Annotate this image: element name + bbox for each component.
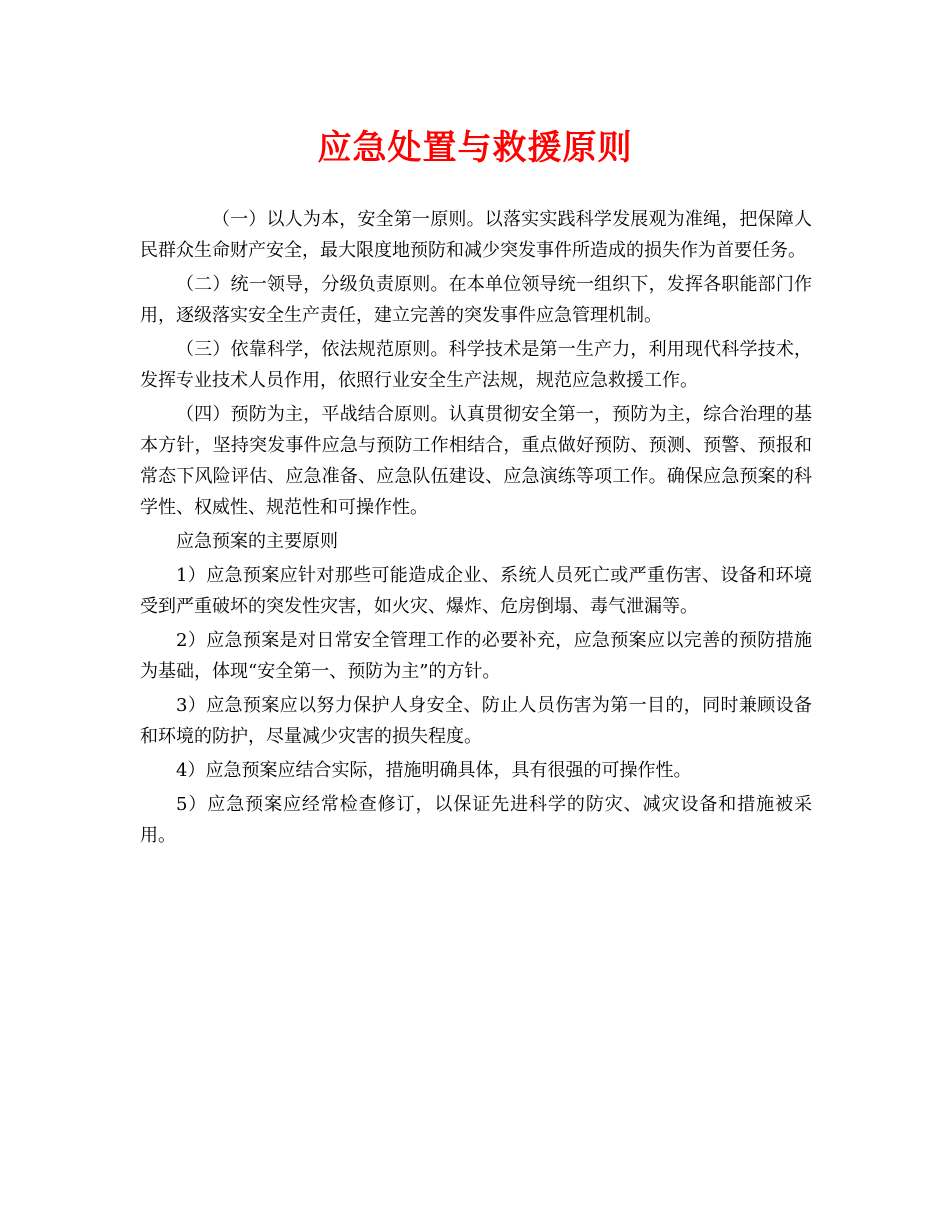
- paragraph-principle-1: （一）以人为本，安全第一原则。以落实实践科学发展观为准绳，把保障人民群众生命财产安全，最大限度地预防和减少突发事件所造成的损失作为首要任务。: [140, 209, 812, 261]
- document-body: [140, 204, 812, 851]
- paragraph-item-5: 5）应急预案应经常检查修订，以保证先进科学的防灾、减灾设备和措施被采用。: [140, 794, 812, 846]
- paragraph-principle-2: （二）统一领导，分级负责原则。在本单位领导统一组织下，发挥各职能部门作用，逐级落实安全生产责任，建立完善的突发事件应急管理机制。: [140, 274, 812, 326]
- paragraph-principle-4: （四）预防为主，平战结合原则。认真贯彻安全第一，预防为主，综合治理的基本方针，坚持突发事件应急与预防工作相结合，重点做好预防、预测、预警、预报和常态下风险评估、应急准备、应急队伍建设、应急演练等项工作。确保应急预案的科学性、权威性、规范性和可操作性。: [140, 404, 812, 518]
- paragraph-item-3: 3）应急预案应以努力保护人身安全、防止人员伤害为第一目的，同时兼顾设备和环境的防护，尽量减少灾害的损失程度。: [140, 695, 812, 747]
- paragraph-principle-3: （三）依靠科学，依法规范原则。科学技术是第一生产力，利用现代科学技术，发挥专业技术人员作用，依照行业安全生产法规，规范应急救援工作。: [140, 339, 812, 391]
- paragraph-item-1: 1）应急预案应针对那些可能造成企业、系统人员死亡或严重伤害、设备和环境受到严重破坏的突发性灾害，如火灾、爆炸、危房倒塌、毒气泄漏等。: [140, 565, 812, 617]
- document-title: 应急处置与救援原则: [317, 128, 633, 168]
- paragraph-item-2: 2）应急预案是对日常安全管理工作的必要补充，应急预案应以完善的预防措施为基础，体现“安全第一、预防为主”的方针。: [140, 630, 812, 682]
- section-heading-main-principles: 应急预案的主要原则: [176, 531, 338, 552]
- paragraph-item-4: 4）应急预案应结合实际，措施明确具体，具有很强的可操作性。: [176, 760, 692, 781]
